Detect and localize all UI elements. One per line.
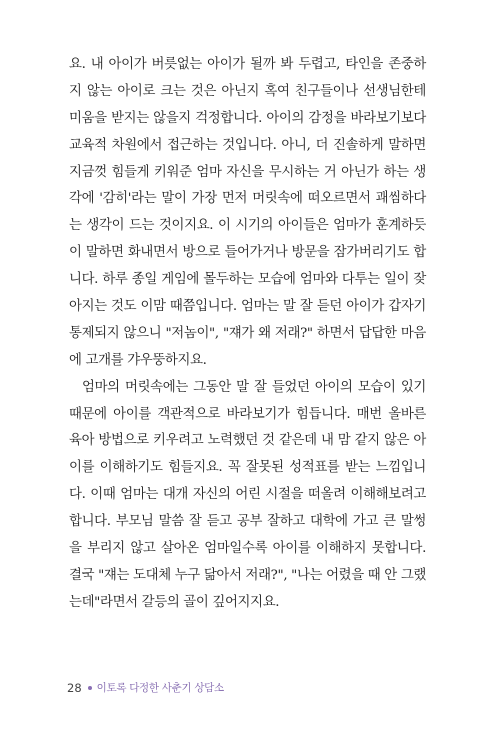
page-number: 28 — [67, 680, 82, 695]
text-line: 합니다. 부모님 말씀 잘 듣고 공부 잘하고 대학에 가고 큰 말썽 — [69, 514, 426, 530]
text-line: 을 부리지 않고 살아온 엄마일수록 아이를 이해하지 못합니다. — [69, 541, 426, 557]
paragraph-1 — [69, 52, 426, 375]
text-line: 결국 "쟤는 도대체 누구 닮아서 저래?", "나는 어렸을 때 안 그랬 — [69, 567, 426, 583]
text-line: 각에 '감히'라는 말이 가장 먼저 머릿속에 떠오르면서 괘씸하다 — [69, 191, 426, 207]
text-line: 때문에 아이를 객관적으로 바라보기가 힘듭니다. 매번 올바른 — [69, 406, 426, 422]
text-line: 에 고개를 갸우뚱하지요. — [69, 352, 207, 368]
text-line: 통제되지 않으니 "저놈이", "쟤가 왜 저래?" 하면서 답답한 마음 — [69, 325, 426, 341]
page-footer — [67, 680, 224, 695]
text-line: 육아 방법으로 키우려고 노력했던 것 같은데 내 맘 같지 않은 아 — [69, 433, 426, 449]
text-line: 다. 이때 엄마는 대개 자신의 어린 시절을 떠올려 이해해보려고 — [69, 487, 426, 503]
text-line: 니다. 하루 종일 게임에 몰두하는 모습에 엄마와 다투는 일이 잦 — [69, 272, 426, 288]
text-line: 교육적 차원에서 접근하는 것입니다. 아니, 더 진솔하게 말하면 — [69, 137, 426, 153]
text-line: 아지는 것도 이맘 때쯤입니다. 엄마는 말 잘 듣던 아이가 갑자기 — [69, 299, 426, 315]
text-line: 는 생각이 드는 것이지요. 이 시기의 아이들은 엄마가 훈계하듯 — [69, 218, 426, 234]
text-line: 는데"라면서 갈등의 골이 깊어지지요. — [69, 594, 280, 610]
text-line: 미움을 받지는 않을지 걱정합니다. 아이의 감정을 바라보기보다 — [69, 110, 426, 126]
running-book-title: 이토록 다정한 사춘기 상담소 — [96, 682, 224, 694]
page-body — [69, 52, 426, 617]
text-line: 요. 내 아이가 버릇없는 아이가 될까 봐 두렵고, 타인을 존중하 — [69, 57, 426, 72]
text-line: 지금껏 힘들게 키워준 엄마 자신을 무시하는 거 아닌가 하는 생 — [69, 164, 426, 180]
text-line: 이를 이해하기도 힘들지요. 꼭 잘못된 성적표를 받는 느낌입니 — [69, 460, 426, 476]
text-line: 엄마의 머릿속에는 그동안 말 잘 들었던 아이의 모습이 있기 — [82, 379, 426, 395]
bullet-dot-icon — [88, 686, 92, 690]
text-line: 이 말하면 화내면서 방으로 들어가거나 방문을 잠가버리기도 합 — [69, 245, 426, 261]
paragraph-2 — [69, 375, 426, 617]
text-line: 지 않는 아이로 크는 것은 아닌지 혹여 친구들이나 선생님한테 — [69, 83, 426, 99]
